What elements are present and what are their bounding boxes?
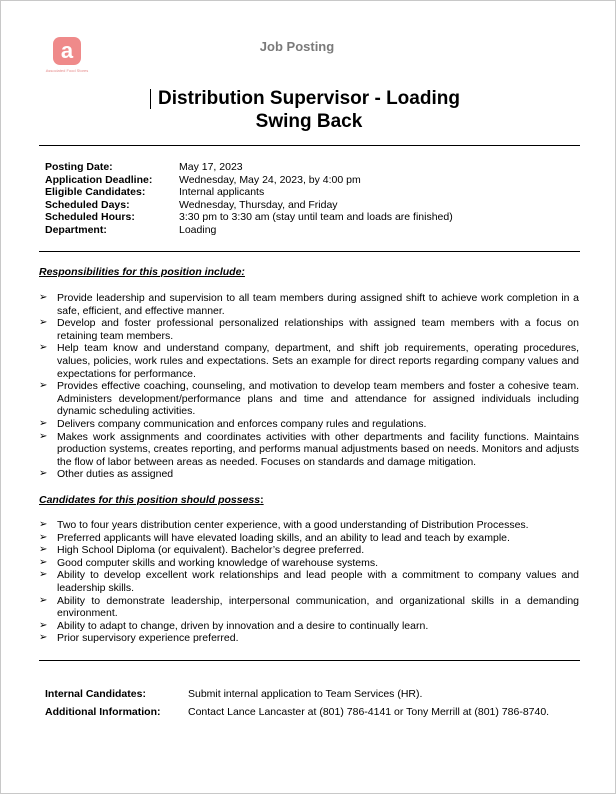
arrow-bullet-icon: ➢ — [39, 594, 48, 606]
arrow-bullet-icon: ➢ — [39, 632, 48, 644]
detail-row — [45, 186, 453, 199]
page-title-line-2: Swing Back — [255, 111, 363, 132]
list-item — [39, 418, 579, 431]
arrow-bullet-icon: ➢ — [39, 380, 48, 392]
divider — [39, 251, 580, 252]
list-item — [39, 431, 579, 469]
detail-value: Loading — [179, 223, 217, 236]
list-item-text: Good computer skills and working knowledge of warehouse systems. — [57, 556, 378, 569]
list-item-text: Ability to develop excellent work relationships and lead people with a commitment to company values and leadership skills. — [57, 569, 579, 594]
divider — [39, 660, 580, 661]
detail-row — [45, 161, 453, 174]
detail-label: Posting Date: — [45, 161, 113, 173]
list-item-text: Delivers company communication and enforces company rules and regulations. — [57, 417, 427, 430]
detail-label: Application Deadline: — [45, 173, 153, 186]
candidates-list — [39, 519, 579, 645]
list-item — [39, 620, 579, 633]
list-item — [39, 292, 579, 317]
detail-row — [45, 199, 453, 212]
list-item — [39, 317, 579, 342]
list-item-text: Prior supervisory experience preferred. — [57, 632, 239, 645]
detail-row — [45, 211, 453, 224]
list-item — [39, 544, 579, 557]
responsibilities-list — [39, 292, 579, 481]
list-item-text: Other duties as assigned — [57, 468, 174, 481]
responsibilities-heading: Responsibilities for this position include: — [39, 266, 245, 278]
arrow-bullet-icon: ➢ — [39, 531, 48, 543]
list-item — [39, 468, 579, 481]
footer-value: Submit internal application to Team Services (HR). — [188, 688, 423, 700]
detail-value: Wednesday, May 24, 2023, by 4:00 pm — [179, 173, 361, 186]
list-item — [39, 557, 579, 570]
list-item — [39, 342, 579, 380]
list-item-text: Help team know and understand company, department, and shift job requirements, operating procedures, values, policies, work rules and expectations. Sets an example for direct reports regarding company values and expectations for performance. — [57, 342, 579, 380]
logo-letter: a — [60, 38, 74, 63]
detail-value: Wednesday, Thursday, and Friday — [179, 198, 338, 211]
list-item — [39, 632, 579, 645]
candidates-heading-colon: : — [260, 494, 264, 506]
list-item-text: Makes work assignments and coordinates activities with other departments and facility functions. Maintains production systems, creates reporting, and performs manual adjustments based on needs. Monitors and adjusts the flow of labor between areas as needed. Focuses on standards and damage mitigation. — [57, 430, 579, 468]
posting-details — [45, 161, 453, 237]
footer-value: Contact Lance Lancaster at (801) 786-4141 or Tony Merrill at (801) 786-8740. — [188, 706, 550, 718]
arrow-bullet-icon: ➢ — [39, 317, 48, 329]
footer-label: Additional Information: — [45, 706, 161, 718]
page-title-line-1: Distribution Supervisor - Loading — [158, 88, 460, 109]
arrow-bullet-icon: ➢ — [39, 619, 48, 631]
list-item-text: Develop and foster professional personalized relationships with assigned team members with a focus on retaining team members. — [57, 317, 579, 342]
arrow-bullet-icon: ➢ — [39, 519, 48, 530]
footer-label: Internal Candidates: — [45, 688, 146, 700]
detail-value: 3:30 pm to 3:30 am (stay until team and loads are finished) — [179, 211, 453, 224]
list-item — [39, 595, 579, 620]
candidates-heading — [39, 494, 264, 506]
list-item-text: Provide leadership and supervision to all team members during assigned shift to achieve work completion in a safe, efficient, and effective manner. — [57, 292, 579, 317]
list-item-text: Ability to demonstrate leadership, interpersonal communication, and organizational skills in a demanding environment. — [57, 594, 579, 620]
list-item-text: Two to four years distribution center experience, with a good understanding of Distribution Processes. — [57, 519, 529, 531]
candidates-heading-text: Candidates for this position should possess — [39, 494, 261, 506]
arrow-bullet-icon: ➢ — [39, 544, 48, 556]
list-item — [39, 532, 579, 545]
arrow-bullet-icon: ➢ — [39, 417, 48, 429]
detail-label: Scheduled Days: — [45, 198, 130, 211]
header-label: Job Posting — [259, 39, 335, 54]
detail-value: Internal applicants — [179, 186, 265, 199]
list-item — [39, 380, 579, 418]
detail-row — [45, 174, 453, 187]
arrow-bullet-icon: ➢ — [39, 430, 48, 442]
list-item-text: Preferred applicants will have elevated loading skills, and an ability to lead and teach by example. — [57, 531, 510, 544]
logo-caption: Associated Food Stores — [45, 68, 89, 73]
detail-value: May 17, 2023 — [179, 161, 243, 173]
list-item-text: Provides effective coaching, counseling, and motivation to develop team members and foster a cohesive team. Administers development/performance plans and time and attendance for assigned individuals including dynamic scheduling activities. — [57, 380, 579, 418]
arrow-bullet-icon: ➢ — [39, 556, 48, 568]
detail-label: Eligible Candidates: — [45, 186, 146, 199]
detail-label: Scheduled Hours: — [45, 211, 135, 224]
list-item-text: High School Diploma (or equivalent). Bachelor’s degree preferred. — [57, 544, 365, 557]
list-item-text: Ability to adapt to change, driven by innovation and a desire to continually learn. — [57, 619, 429, 632]
divider — [39, 145, 580, 146]
list-item — [39, 569, 579, 594]
list-item — [39, 519, 579, 532]
arrow-bullet-icon: ➢ — [39, 342, 48, 354]
arrow-bullet-icon: ➢ — [39, 569, 48, 581]
detail-label: Department: — [45, 223, 107, 236]
arrow-bullet-icon: ➢ — [39, 292, 48, 303]
arrow-bullet-icon: ➢ — [39, 468, 48, 480]
detail-row — [45, 224, 453, 237]
